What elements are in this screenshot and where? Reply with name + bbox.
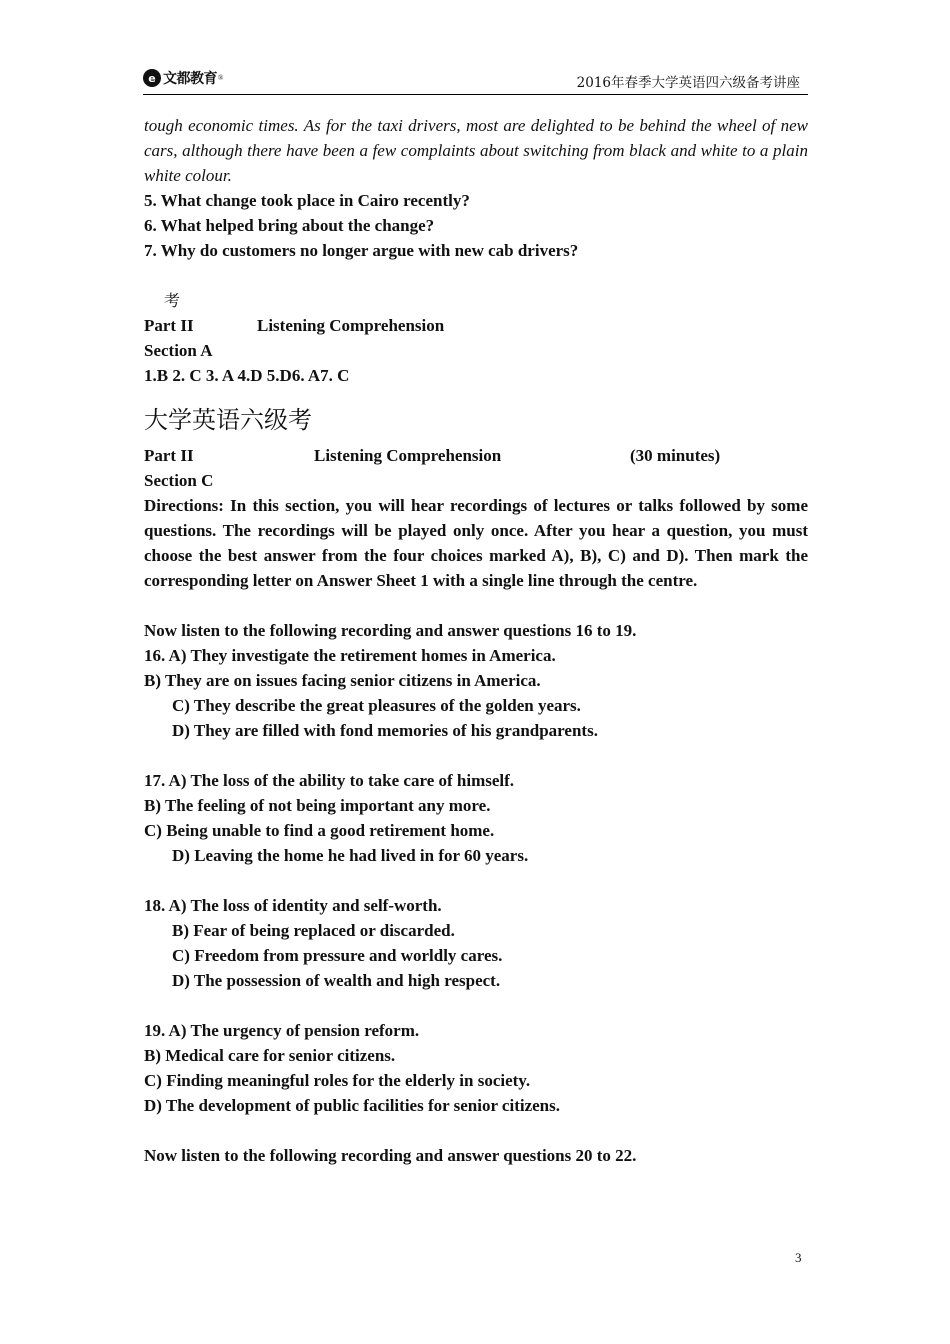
q17-option-a: 17. A) The loss of the ability to take care of himself.	[144, 771, 515, 790]
q17-option-b: B) The feeling of not being important any more.	[144, 796, 491, 815]
instruction-16-19: Now listen to the following recording and answer questions 16 to 19.	[144, 621, 637, 640]
cet4-answers: 1.B 2. C 3. A 4.D 5.D6. A7. C	[144, 366, 350, 385]
q18-option-a: 18. A) The loss of identity and self-worth.	[144, 896, 442, 915]
cet6-part-title: Listening Comprehension	[314, 446, 502, 465]
passage-tail: tough economic times. As for the taxi drivers, most are delighted to be behind the wheel of new cars, although there have been a few complaints about switching from black and white to a plain white colour.	[144, 116, 808, 185]
q16-option-a: 16. A) They investigate the retirement homes in America.	[144, 646, 556, 665]
q17-option-d: D) Leaving the home he had lived in for 60 years.	[172, 846, 529, 865]
question-5: 5. What change took place in Cairo recently?	[144, 191, 470, 210]
q19-option-a: 19. A) The urgency of pension reform.	[144, 1021, 420, 1040]
q16-option-c: C) They describe the great pleasures of the golden years.	[172, 696, 581, 715]
cet4-section: Section A	[144, 341, 213, 360]
cet6-section: Section C	[144, 471, 214, 490]
instruction-20-22: Now listen to the following recording and answer questions 20 to 22.	[144, 1146, 637, 1165]
page-number: 3	[795, 1250, 802, 1265]
q16-option-d: D) They are filled with fond memories of his grandparents.	[172, 721, 598, 740]
q16-option-b: B) They are on issues facing senior citizens in America.	[144, 671, 541, 690]
cet6-heading: 大学英语六级考	[144, 406, 312, 434]
q17-option-c: C) Being unable to find a good retirement home.	[144, 821, 495, 840]
cet6-part-time: (30 minutes)	[630, 446, 721, 465]
header-title: 2016年春季大学英语四六级备考讲座	[576, 75, 800, 91]
cet6-part-row	[144, 443, 808, 468]
cet4-part-title: Listening Comprehension	[257, 316, 445, 335]
q18-option-c: C) Freedom from pressure and worldly cares.	[172, 946, 503, 965]
q19-option-c: C) Finding meaningful roles for the elderly in society.	[144, 1071, 531, 1090]
question-7: 7. Why do customers no longer argue with new cab drivers?	[144, 241, 579, 260]
logo	[143, 67, 223, 89]
logo-mark-icon: e	[143, 69, 161, 87]
logo-registered-mark: ®	[218, 74, 224, 82]
cet4-part-label: Part II	[144, 316, 194, 335]
q18-option-b: B) Fear of being replaced or discarded.	[172, 921, 455, 940]
page-header	[143, 64, 808, 95]
document-body	[144, 113, 808, 1168]
question-6: 6. What helped bring about the change?	[144, 216, 435, 235]
cet6-directions: Directions: In this section, you will hear recordings of lectures or talks followed by some questions. The recordings will be played only once. After you hear a question, you must choose the best answer from the four choices marked A), B), C) and D). Then mark the corresponding letter on Answer Sheet 1 with a single line through the centre.	[144, 496, 808, 590]
cet4-heading-fragment: 考	[164, 291, 181, 310]
q19-option-b: B) Medical care for senior citizens.	[144, 1046, 396, 1065]
logo-text: 文都教育	[163, 71, 217, 87]
q19-option-d: D) The development of public facilities for senior citizens.	[144, 1096, 560, 1115]
cet6-part-label: Part II	[144, 446, 194, 465]
cet4-part-row	[144, 313, 808, 338]
q18-option-d: D) The possession of wealth and high respect.	[172, 971, 501, 990]
